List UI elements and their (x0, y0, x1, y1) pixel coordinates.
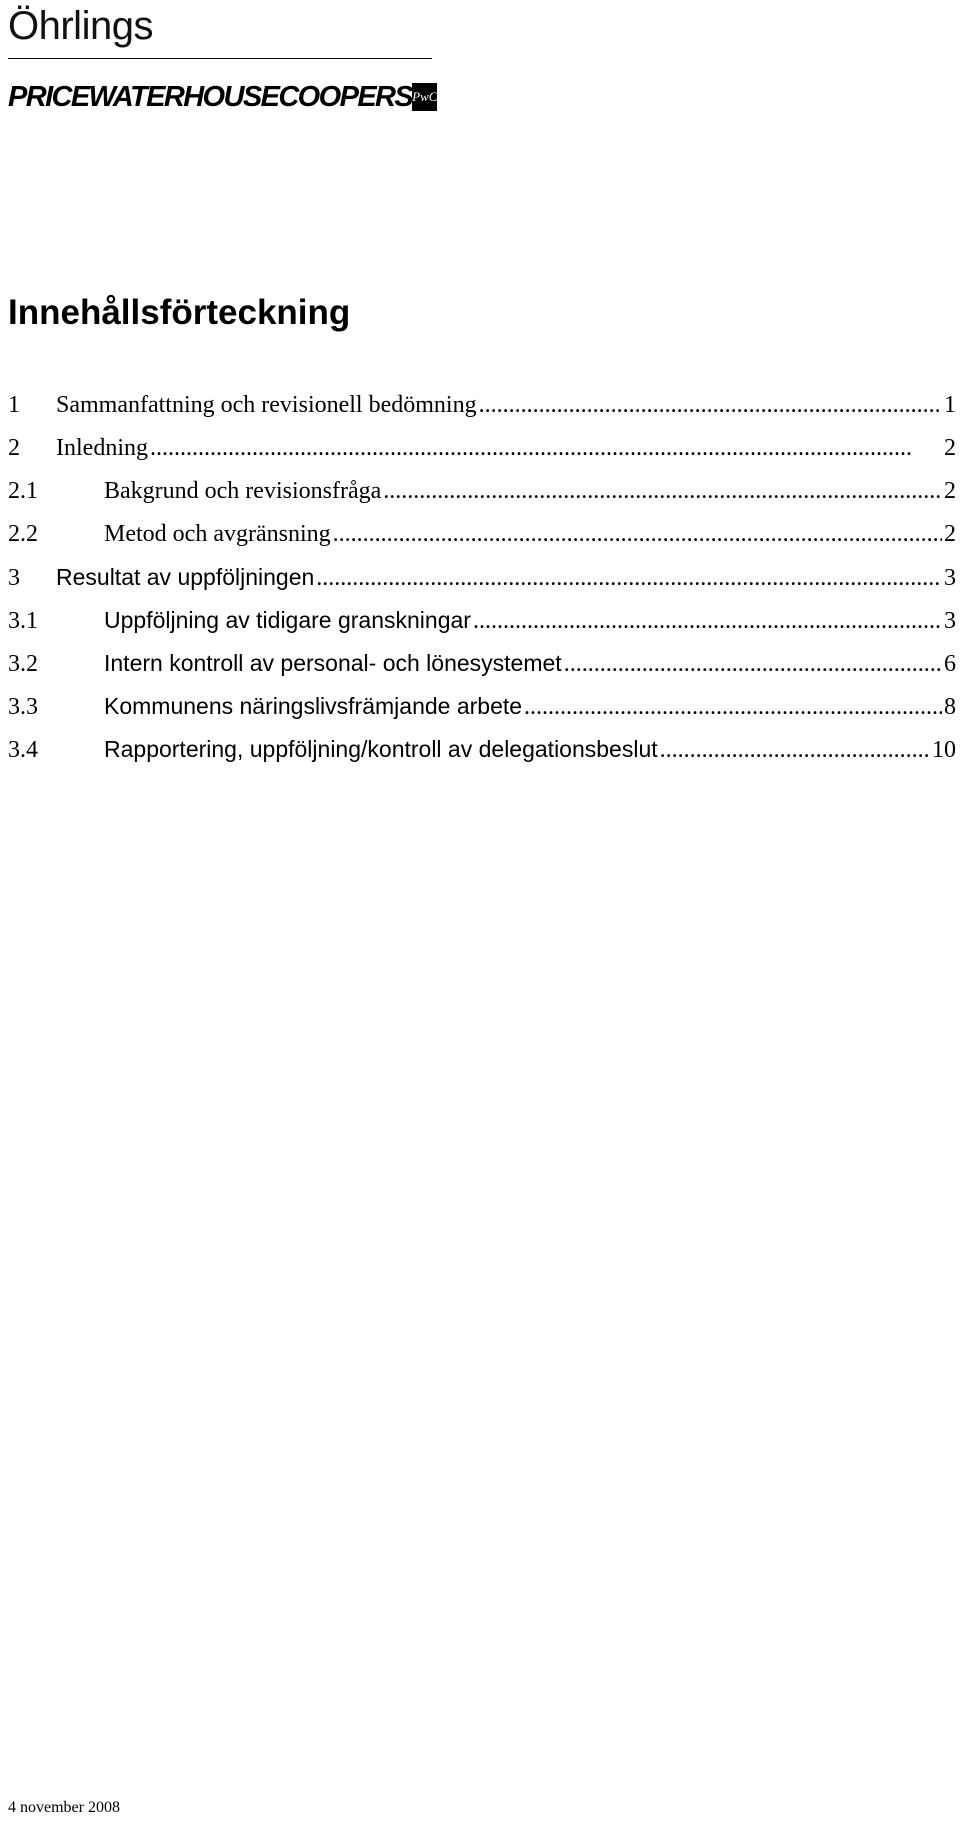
toc-entry-page: 8 (944, 694, 956, 720)
toc-entry-label: Resultat av uppföljningen (56, 564, 315, 590)
toc-entry-label: Metod och avgränsning (104, 521, 331, 547)
toc-entry-label: Bakgrund och revisionsfråga (104, 478, 382, 504)
toc-entry-3-3[interactable] (8, 685, 956, 728)
toc-entry-label: Uppföljning av tidigare granskningar (104, 607, 471, 633)
toc-entry-page: 6 (944, 651, 956, 677)
toc-entry-number: 3 (8, 565, 20, 591)
toc-entry-page: 3 (944, 565, 956, 591)
toc-entry-number: 3.1 (8, 608, 38, 634)
toc-entry-page: 10 (932, 737, 956, 763)
toc-dot-leader (473, 600, 942, 643)
toc-entry-page: 1 (944, 392, 956, 418)
toc-entry-number: 2.1 (8, 478, 38, 504)
toc-entry-number: 3.2 (8, 651, 38, 677)
toc-entry-2[interactable] (8, 427, 956, 470)
toc-heading: Innehållsförteckning (8, 293, 351, 332)
toc-dot-leader (150, 427, 942, 470)
toc-dot-leader (383, 470, 942, 513)
toc-dot-leader (316, 557, 942, 600)
toc-entry-2-2[interactable] (8, 513, 956, 556)
toc-entry-number: 1 (8, 392, 20, 418)
logo-pricewaterhousecoopers-text: PRICEWATERHOUSECOOPERS (8, 81, 413, 113)
toc-entry-1[interactable] (8, 384, 956, 427)
logo-mark-icon: PwC (412, 83, 437, 111)
footer-date: 4 november 2008 (8, 1799, 120, 1816)
toc-entry-label: Inledning (56, 435, 148, 461)
toc-entry-number: 3.3 (8, 694, 38, 720)
toc-dot-leader (524, 686, 942, 729)
logo-divider (8, 58, 432, 59)
logo-ohrlings-text: Öhrlings (8, 4, 153, 48)
toc-entry-3-1[interactable] (8, 599, 956, 642)
toc-entry-3-2[interactable] (8, 642, 956, 685)
logo-wordmark-row (8, 71, 438, 123)
toc-entry-number: 2 (8, 435, 20, 461)
toc-dot-leader (564, 643, 942, 686)
company-logo (8, 2, 438, 123)
toc-entry-3[interactable] (8, 556, 956, 599)
toc-entry-page: 3 (944, 608, 956, 634)
table-of-contents (8, 384, 956, 771)
toc-entry-number: 2.2 (8, 521, 38, 547)
toc-entry-label: Sammanfattning och revisionell bedömning (56, 392, 477, 418)
toc-entry-page: 2 (944, 435, 956, 461)
toc-entry-3-4[interactable] (8, 728, 956, 771)
toc-entry-2-1[interactable] (8, 470, 956, 513)
toc-dot-leader (479, 384, 942, 427)
toc-entry-number: 3.4 (8, 737, 38, 763)
toc-dot-leader (660, 729, 930, 772)
toc-entry-label: Rapportering, uppföljning/kontroll av delegationsbeslut (104, 736, 658, 762)
toc-dot-leader (333, 513, 942, 556)
toc-entry-page: 2 (944, 478, 956, 504)
toc-entry-page: 2 (944, 521, 956, 547)
toc-entry-label: Kommunens näringslivsfrämjande arbete (104, 693, 523, 719)
toc-entry-label: Intern kontroll av personal- och lönesystemet (104, 650, 562, 676)
